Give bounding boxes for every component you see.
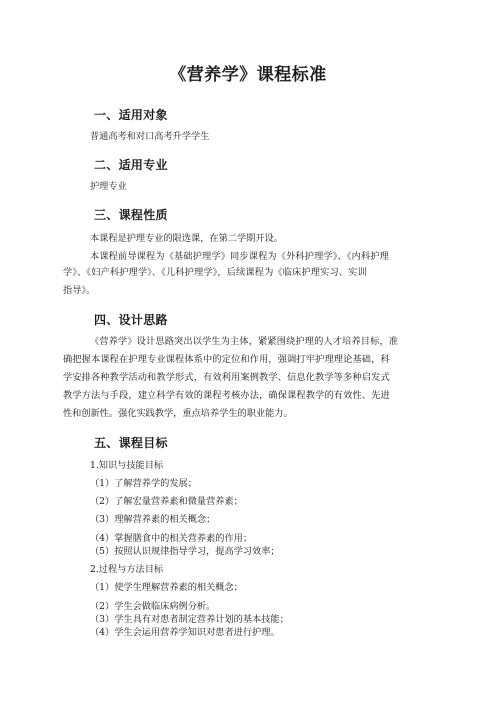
document-title: 《营养学》课程标准	[169, 65, 327, 85]
paragraph-line: 学安排各种教学活动和教学形式，有效利用案例教学、信息化教学等多种启发式	[63, 372, 390, 383]
goal-subheading-knowledge: 1.知识与技能目标	[90, 460, 164, 471]
paragraph-line: 性和创新性。强化实践教学，重点培养学生的职业能力。	[63, 408, 293, 419]
goal-item: （1）使学生理解营养素的相关概念；	[90, 582, 243, 593]
goal-item: （2）学生会做临床病例分析。	[90, 601, 216, 612]
section-heading-course-goals: 五、课程目标	[94, 436, 168, 450]
goal-subheading-process: 2.过程与方法目标	[90, 564, 164, 575]
section-heading-major: 二、适用专业	[94, 158, 168, 172]
paragraph-line: 学》、《妇产科护理学》、《儿科护理学》，后续课程为《临床护理实习、实训	[63, 267, 367, 278]
section-heading-design-idea: 四、设计思路	[94, 313, 168, 327]
goal-item: （3）理解营养素的相关概念；	[90, 514, 216, 525]
goal-item: （4）学生会运用营养学知识对患者进行护理。	[90, 627, 280, 638]
paragraph-line: 指导》。	[63, 285, 96, 296]
section-text-target-audience: 普通高考和对口高考升学学生	[90, 131, 210, 142]
section-heading-target-audience: 一、适用对象	[94, 108, 168, 122]
section-heading-course-nature: 三、课程性质	[94, 208, 168, 222]
paragraph-line: 本课程是护理专业的限选课，在第二学期开设。	[90, 233, 283, 244]
goal-item: （5）按照认识规律指导学习，提高学习效率；	[90, 546, 280, 557]
paragraph-line: 《营养学》设计思路突出以学生为主体，紧紧围绕护理的人才培养目标，准	[90, 336, 399, 347]
paragraph-line: 教学方法与手段，建立科学有效的课程考核办法，确保课程教学的有效性、先进	[63, 390, 390, 401]
section-text-major: 护理专业	[90, 181, 127, 192]
goal-item: （3）学生具有对患者制定营养计划的基本技能；	[90, 614, 289, 625]
goal-item: （4）掌握膳食中的相关营养素的作用；	[90, 533, 253, 544]
paragraph-line: 本课程前导课程为《基础护理学》同步课程为《外科护理学》、《内科护理	[90, 251, 389, 262]
goal-item: （1）了解营养学的发展；	[90, 478, 197, 489]
paragraph-line: 确把握本课程在护理专业课程体系中的定位和作用，强调打牢护理理论基础，科	[63, 354, 390, 365]
goal-item: （2）了解宏量营养素和微量营养素；	[90, 496, 243, 507]
